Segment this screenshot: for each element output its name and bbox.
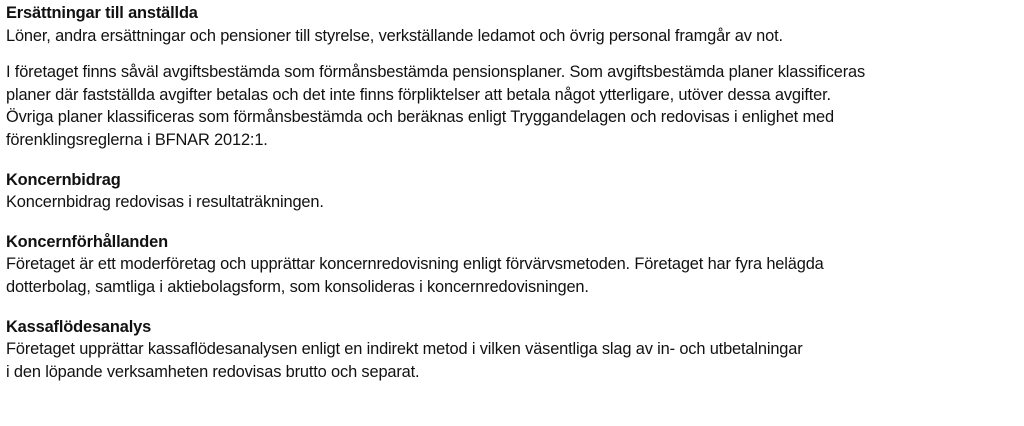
paragraph-line: Löner, andra ersättningar och pensioner till styrelse, verkställande ledamot och övrig personal framgår av not. bbox=[6, 26, 783, 45]
section-ersattningar bbox=[6, 2, 1020, 152]
section-heading: Kassaflödesanalys bbox=[6, 317, 152, 336]
section-koncernbidrag bbox=[6, 169, 1020, 214]
paragraph-line: planer där fastställda avgifter betalas och det inte finns förpliktelser att betala något ytterligare, utöver dessa avgifter. bbox=[6, 85, 831, 104]
paragraph bbox=[6, 61, 1020, 151]
paragraph-line: I företaget finns såväl avgiftsbestämda som förmånsbestämda pensionsplaner. Som avgiftsbestämda planer klassificeras bbox=[6, 63, 866, 82]
paragraph bbox=[6, 25, 1020, 48]
paragraph-line: Företaget är ett moderföretag och upprättar koncernredovisning enligt förvärvsmetoden. Företaget har fyra helägda bbox=[6, 255, 824, 274]
paragraph-line: i den löpande verksamheten redovisas brutto och separat. bbox=[6, 362, 420, 381]
paragraph-line: Företaget upprättar kassaflödesanalysen enligt en indirekt metod i vilken väsentliga slag av in- och utbetalningar bbox=[6, 340, 803, 359]
paragraph bbox=[6, 191, 1020, 214]
section-heading: Koncernbidrag bbox=[6, 170, 121, 189]
document-page bbox=[6, 2, 1020, 383]
section-heading: Koncernförhållanden bbox=[6, 232, 168, 251]
paragraph-line: Övriga planer klassificeras som förmånsbestämda och beräknas enligt Tryggandelagen och redovisas i enlighet med bbox=[6, 108, 834, 127]
section-koncernforhallanden bbox=[6, 231, 1020, 299]
paragraph-line: förenklingsreglerna i BFNAR 2012:1. bbox=[6, 130, 268, 149]
paragraph-line: Koncernbidrag redovisas i resultaträkningen. bbox=[6, 193, 324, 212]
paragraph-line: dotterbolag, samtliga i aktiebolagsform, som konsolideras i koncernredovisningen. bbox=[6, 277, 589, 296]
paragraph bbox=[6, 253, 1020, 298]
section-kassaflodesanalys bbox=[6, 316, 1020, 384]
paragraph bbox=[6, 338, 1020, 383]
section-heading: Ersättningar till anställda bbox=[6, 4, 198, 22]
